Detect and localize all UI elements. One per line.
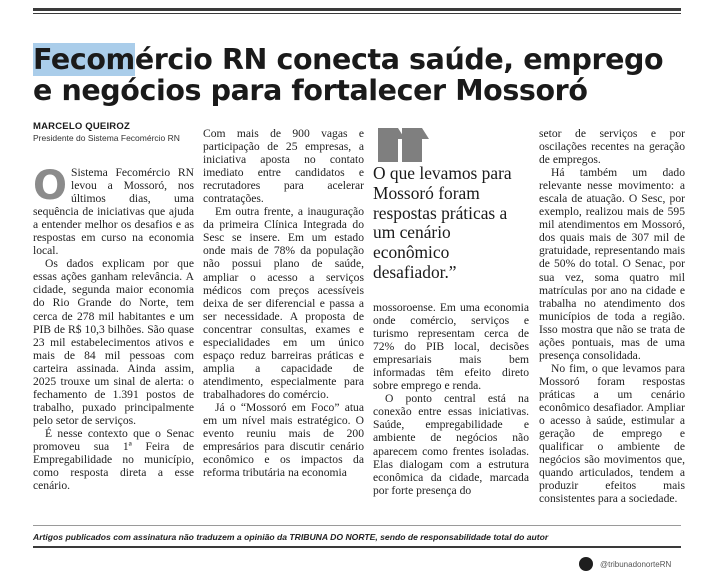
article-paragraph: No fim, o que levamos para Mossoró foram respostas práticas a um cenário econômico desafiador. Ampliar o acesso à saúde, estimular a geração de emprego e qualificar o ambiente de negócios são movimentos que, quando articulados, tendem a produzir efeitos mais consistentes para a sociedade. <box>539 361 685 506</box>
author-name: MARCELO QUEIROZ <box>33 121 130 132</box>
article-paragraph: Com mais de 900 vagas e participação de 25 empresas, a iniciativa aposta no contato imediato entre candidatos e recrutadores para acelerar contratações. <box>203 127 364 206</box>
headline <box>33 44 683 106</box>
drop-cap: O <box>33 163 68 209</box>
disclaimer: Artigos publicados com assinatura não traduzem a opinião da TRIBUNA DO NORTE, sendo de responsabilidade total do autor <box>33 532 549 542</box>
column-3 <box>373 301 529 497</box>
column-2 <box>203 127 364 479</box>
article-paragraph: mossoroense. Em uma economia onde comércio, serviços e turismo representam cerca de 72% do PIB local, decisões empresariais mais bem informadas têm efeito direto sobre emprego e renda. <box>373 301 529 393</box>
article-paragraph: setor de serviços e por oscilações recentes na geração de empregos. <box>539 127 685 167</box>
column-1 <box>33 163 194 493</box>
article-paragraph: O Sistema Fecomércio RN levou a Mossoró, nos últimos dias, uma sequência de iniciativas que ajuda a entender melhor os desafios e as respostas em curso na economia local. <box>33 163 194 258</box>
article-paragraph: Em outra frente, a inauguração da primeira Clínica Integrada do Sesc se insere. Em um estado onde mais de 78% da população não possui plano de saúde, ampliar o acesso a serviços médicos com preços acessíveis deixa de ser diferencial e passa a ser necessidade. A proposta de concentrar consultas, exames e especialidades em um único espaço reduz barreiras práticas e amplia a capacidade de atendimento, especialmente para trabalhadores do comércio. <box>203 205 364 401</box>
article-paragraph: Os dados explicam por que essas ações ganham relevância. A cidade, segunda maior economia do Rio Grande do Norte, tem cerca de 278 mil habitantes e um PIB de R$ 10,3 bilhões. São quase 23 mil estabelecimentos ativos e mais de 84 mil pessoas com carteira assinada. Ainda assim, 2025 trouxe um sinal de alerta: o fechamento de 1.391 postos de trabalho, puxado principalmente pelo setor de serviços. <box>33 257 194 427</box>
column-4 <box>539 127 685 505</box>
article-paragraph: O ponto central está na conexão entre essas iniciativas. Saúde, empregabilidade e ambiente de negócios não aparecem como frentes isoladas. Elas dialogam com a estrutura econômica da cidade, marcada por forte presença do <box>373 392 529 497</box>
bottom-rule <box>33 546 681 548</box>
top-rule <box>33 8 681 11</box>
pull-quote: O que levamos para Mossoró foram respostas práticas a um cenário econômico desafiador.” <box>373 163 512 282</box>
author-role: Presidente do Sistema Fecomércio RN <box>33 133 180 143</box>
headline-highlight: Fecom <box>33 43 135 76</box>
footer-rule <box>33 525 681 526</box>
article-paragraph: Há também um dado relevante nesse movimento: a escala de atuação. O Sesc, por exemplo, realizou mais de 595 mil atendimentos em Mossoró, dos quais mais de 307 mil de gratuidade, representando mais de 50% do total. O Senac, por sua vez, soma quatro mil matrículas por ano na cidade e trabalha no atendimento dos municípios de toda a região. Isso mostra que não se trata de ações pontuais, mas de uma presença consolidada. <box>539 166 685 362</box>
social-handle: @tribunadonorteRN <box>600 560 672 569</box>
headline-rest: ércio RN conecta saúde, emprego e negócios para fortalecer Mossoró <box>33 43 664 107</box>
article-paragraph: É nesse contexto que o Senac promoveu sua 1ª Feira de Empregabilidade no município, como resposta direta a esse cenário. <box>33 426 194 493</box>
article-paragraph: Já o “Mossoró em Foco” atua em um nível mais estratégico. O evento reuniu mais de 200 empresários para discutir cenário econômico e os impactos da reforma tributária na economia <box>203 400 364 480</box>
top-rule-thin <box>33 13 681 14</box>
quote-mark-icon <box>378 128 440 162</box>
social-icon <box>579 557 593 571</box>
